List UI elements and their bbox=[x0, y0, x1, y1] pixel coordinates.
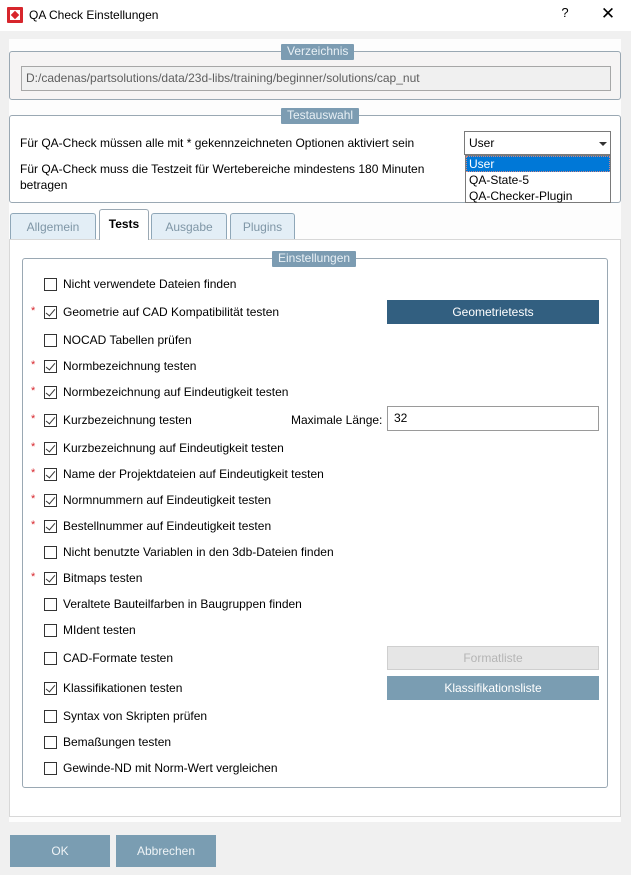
option-row[interactable] bbox=[23, 708, 607, 726]
option-label: Bemaßungen testen bbox=[63, 735, 172, 749]
option-row[interactable] bbox=[23, 734, 607, 752]
option-label: Name der Projektdateien auf Eindeutigkeit testen bbox=[63, 467, 324, 481]
checkbox[interactable] bbox=[44, 624, 57, 637]
option-label: Normbezeichnung testen bbox=[63, 359, 197, 373]
option-label: Klassifikationen testen bbox=[63, 681, 183, 695]
checkbox[interactable] bbox=[44, 572, 57, 585]
max-length-input[interactable]: 32 bbox=[387, 406, 599, 431]
required-marker: * bbox=[31, 571, 36, 583]
option-row[interactable] bbox=[23, 622, 607, 640]
option-label: Normnummern auf Eindeutigkeit testen bbox=[63, 493, 272, 507]
chevron-down-icon[interactable] bbox=[599, 142, 607, 146]
format-list-button: Formatliste bbox=[387, 646, 599, 670]
checkbox[interactable] bbox=[44, 360, 57, 373]
profile-dropdown-list bbox=[465, 155, 611, 203]
classification-list-button[interactable]: Klassifikationsliste bbox=[387, 676, 599, 700]
settings-group bbox=[22, 251, 608, 788]
tab-tests[interactable]: Tests bbox=[99, 209, 149, 240]
option-label: Nicht verwendete Dateien finden bbox=[63, 277, 237, 291]
max-length-label: Maximale Länge: bbox=[291, 413, 383, 427]
checkbox[interactable] bbox=[44, 710, 57, 723]
option-row[interactable] bbox=[23, 492, 607, 510]
ok-button[interactable]: OK bbox=[10, 835, 110, 867]
option-label: Gewinde-ND mit Norm-Wert vergleichen bbox=[63, 761, 278, 775]
option-row[interactable] bbox=[23, 570, 607, 588]
required-marker: * bbox=[31, 359, 36, 371]
checkbox[interactable] bbox=[44, 494, 57, 507]
app-logo-icon bbox=[7, 7, 23, 23]
directory-group bbox=[9, 44, 621, 100]
option-row[interactable] bbox=[23, 544, 607, 562]
window-title: QA Check Einstellungen bbox=[29, 8, 159, 22]
help-button[interactable]: ? bbox=[561, 5, 569, 20]
option-label: Veraltete Bauteilfarben in Baugruppen finden bbox=[63, 597, 302, 611]
test-selection-legend: Testauswahl bbox=[281, 108, 359, 124]
option-label: Kurzbezeichnung auf Eindeutigkeit testen bbox=[63, 441, 284, 455]
qa-requirement-text: Für QA-Check müssen alle mit * gekennzeichneten Optionen aktiviert sein bbox=[20, 136, 415, 150]
tab-plugins[interactable]: Plugins bbox=[230, 213, 295, 239]
title-bar bbox=[0, 0, 631, 31]
option-label: NOCAD Tabellen prüfen bbox=[63, 333, 192, 347]
option-label: Bestellnummer auf Eindeutigkeit testen bbox=[63, 519, 272, 533]
option-row[interactable] bbox=[23, 412, 607, 430]
option-label: Syntax von Skripten prüfen bbox=[63, 709, 208, 723]
dropdown-option-qa-state-5[interactable]: QA-State-5 bbox=[469, 173, 530, 187]
required-marker: * bbox=[31, 413, 36, 425]
tab-allgemein[interactable]: Allgemein bbox=[10, 213, 96, 239]
option-row[interactable] bbox=[23, 760, 607, 778]
directory-legend: Verzeichnis bbox=[281, 44, 354, 60]
required-marker: * bbox=[31, 519, 36, 531]
checkbox[interactable] bbox=[44, 736, 57, 749]
dropdown-option-user[interactable]: User bbox=[466, 156, 610, 172]
checkbox[interactable] bbox=[44, 334, 57, 347]
option-label: MIdent testen bbox=[63, 623, 136, 637]
checkbox[interactable] bbox=[44, 468, 57, 481]
option-row[interactable] bbox=[23, 332, 607, 350]
directory-path-field[interactable]: D:/cadenas/partsolutions/data/23d-libs/training/beginner/solutions/cap_nut bbox=[21, 66, 611, 91]
checkbox[interactable] bbox=[44, 414, 57, 427]
required-marker: * bbox=[31, 467, 36, 479]
option-label: Bitmaps testen bbox=[63, 571, 143, 585]
option-row[interactable] bbox=[23, 384, 607, 402]
option-label: Kurzbezeichnung testen bbox=[63, 413, 192, 427]
checkbox[interactable] bbox=[44, 546, 57, 559]
required-marker: * bbox=[31, 385, 36, 397]
cancel-button[interactable]: Abbrechen bbox=[116, 835, 216, 867]
option-label: Nicht benutzte Variablen in den 3db-Dateien finden bbox=[63, 545, 334, 559]
checkbox[interactable] bbox=[44, 306, 57, 319]
checkbox[interactable] bbox=[44, 762, 57, 775]
option-row[interactable] bbox=[23, 596, 607, 614]
tab-ausgabe[interactable]: Ausgabe bbox=[151, 213, 227, 239]
required-marker: * bbox=[31, 305, 36, 317]
checkbox[interactable] bbox=[44, 652, 57, 665]
option-row[interactable] bbox=[23, 440, 607, 458]
option-row[interactable] bbox=[23, 276, 607, 294]
option-label: Geometrie auf CAD Kompatibilität testen bbox=[63, 305, 280, 319]
profile-combobox[interactable] bbox=[464, 131, 611, 155]
required-marker: * bbox=[31, 493, 36, 505]
qa-time-text-line1: Für QA-Check muss die Testzeit für Wertebereiche mindestens 180 Minuten bbox=[20, 162, 425, 176]
checkbox[interactable] bbox=[44, 442, 57, 455]
checkbox[interactable] bbox=[44, 386, 57, 399]
settings-legend: Einstellungen bbox=[272, 251, 356, 267]
profile-combobox-value: User bbox=[469, 136, 495, 150]
checkbox[interactable] bbox=[44, 278, 57, 291]
geometry-tests-button[interactable]: Geometrietests bbox=[387, 300, 599, 324]
checkbox[interactable] bbox=[44, 598, 57, 611]
option-row[interactable] bbox=[23, 358, 607, 376]
close-icon[interactable]: ✕ bbox=[600, 4, 616, 23]
option-label: CAD-Formate testen bbox=[63, 651, 174, 665]
qa-time-text-line2: betragen bbox=[20, 178, 68, 192]
option-row[interactable] bbox=[23, 518, 607, 536]
checkbox[interactable] bbox=[44, 520, 57, 533]
required-marker: * bbox=[31, 441, 36, 453]
option-label: Normbezeichnung auf Eindeutigkeit testen bbox=[63, 385, 289, 399]
dropdown-option-qa-checker-plugin[interactable]: QA-Checker-Plugin bbox=[469, 189, 573, 203]
option-row[interactable] bbox=[23, 466, 607, 484]
checkbox[interactable] bbox=[44, 682, 57, 695]
